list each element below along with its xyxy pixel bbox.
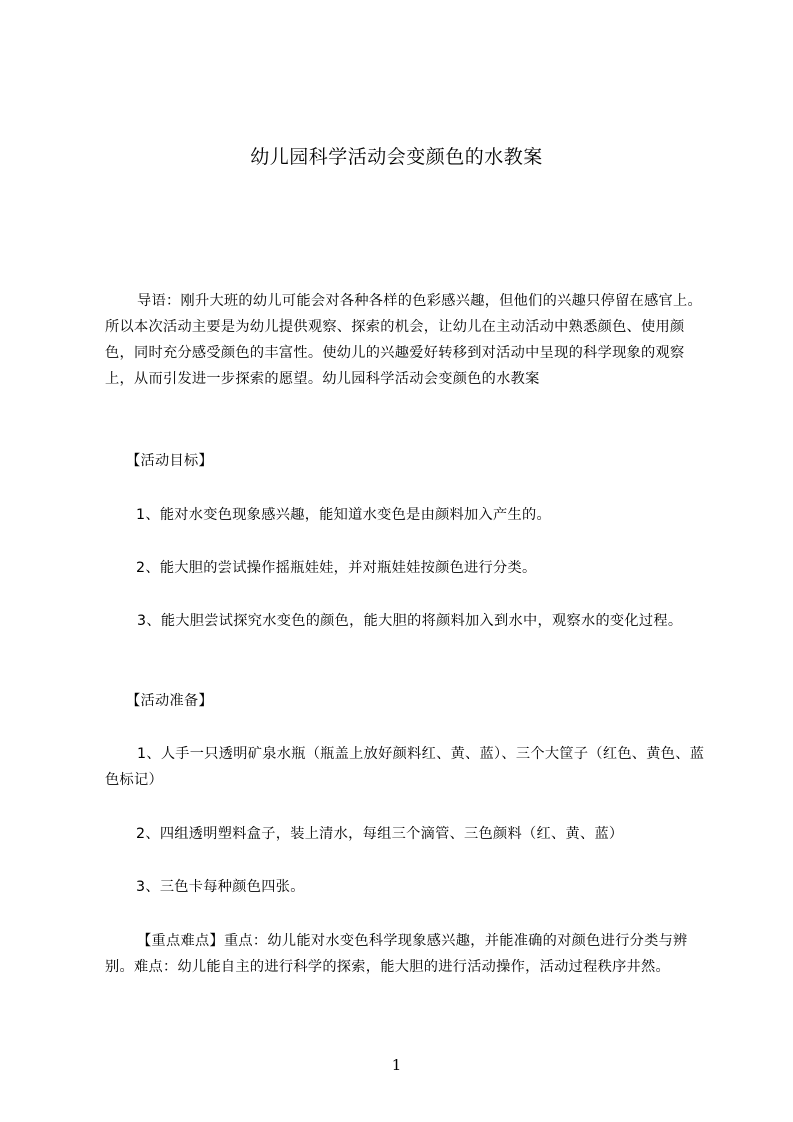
- goal-item-1: 1、能对水变色现象感兴趣，能知道水变色是由颜料加入产生的。: [136, 507, 551, 523]
- intro-paragraph: 导语：刚升大班的幼儿可能会对各种各样的色彩感兴趣，但他们的兴趣只停留在感官上。所以本次活动主要是为幼儿提供观察、探索的机会，让幼儿在主动活动中熟悉颜色、使用颜色，同时充分感受颜色的丰富性。使幼儿的兴趣爱好转移到对活动中呈现的科学现象的观察上，从而引发进一步探索的愿望。幼儿园科学活动会变颜色的水教案: [105, 293, 703, 387]
- document-title: 幼儿园科学活动会变颜色的水教案: [250, 146, 543, 168]
- key-points-text: 重点：幼儿能对水变色科学现象感兴趣，并能准确的对颜色进行分类与辨别。难点：幼儿能自主的进行科学的探索，能大胆的进行活动操作，活动过程秩序井然。: [105, 933, 688, 975]
- preparation-heading: 【活动准备】: [126, 693, 213, 709]
- preparation-item-3: 3、三色卡每种颜色四张。: [136, 879, 305, 895]
- goal-item-3: 3、能大胆尝试探究水变色的颜色，能大胆的将颜料加入到水中，观察水的变化过程。: [137, 613, 683, 629]
- goals-heading: 【活动目标】: [126, 453, 213, 469]
- key-points-paragraph: [105, 928, 705, 980]
- preparation-item-2: 2、四组透明塑料盒子，装上清水，每组三个滴管、三色颜料（红、黄、蓝）: [136, 826, 624, 842]
- key-points-label: 【重点难点】: [137, 933, 224, 949]
- preparation-item-1: 1、人手一只透明矿泉水瓶（瓶盖上放好颜料红、黄、蓝）、三个大筐子（红色、黄色、蓝色标记）: [105, 746, 705, 788]
- page-number: 1: [391, 1056, 402, 1074]
- goal-item-2: 2、能大胆的尝试操作摇瓶娃娃，并对瓶娃娃按颜色进行分类。: [136, 560, 537, 576]
